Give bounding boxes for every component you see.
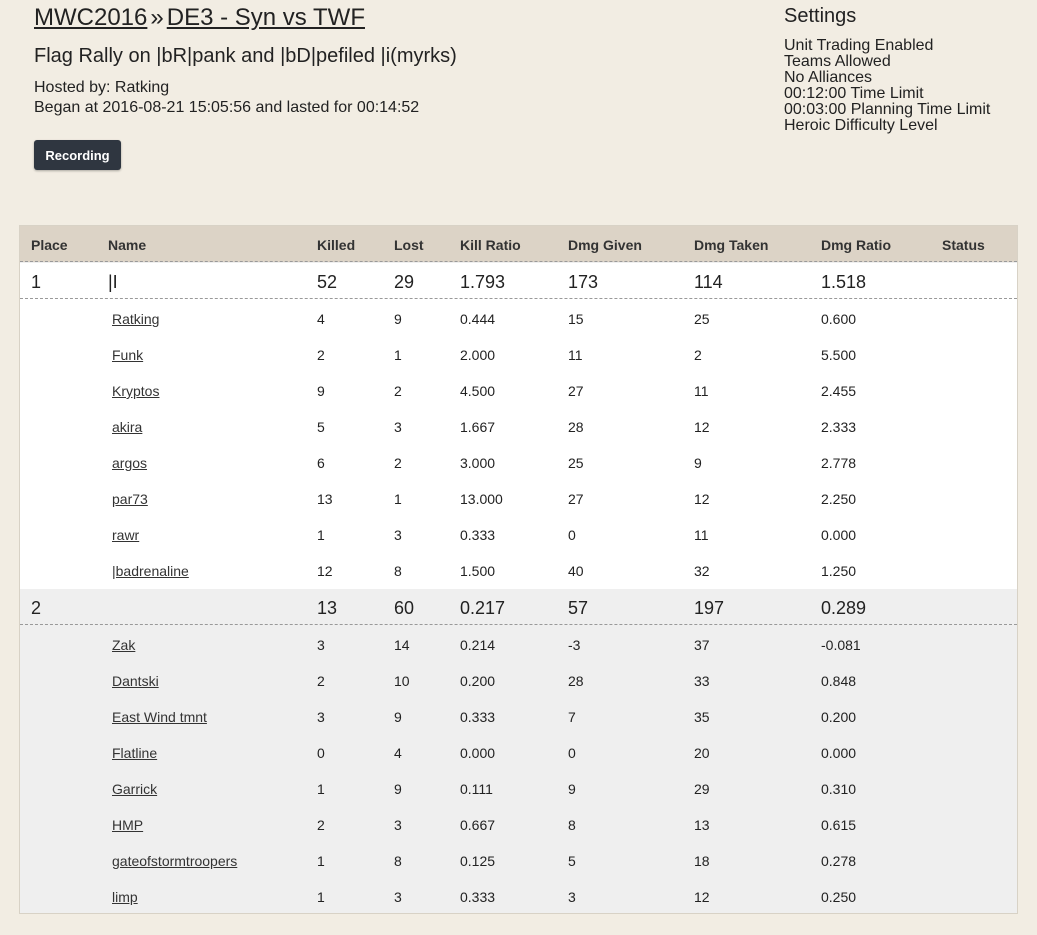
player-killed: 0 <box>317 745 325 761</box>
player-kill-ratio: 0.333 <box>460 889 496 905</box>
player-killed: 1 <box>317 527 325 543</box>
team-dmg-given: 57 <box>568 598 589 618</box>
team-name: |I <box>108 272 118 292</box>
header-killed[interactable]: Killed <box>317 237 356 253</box>
breadcrumb-link-match[interactable]: DE3 - Syn vs TWF <box>166 4 365 31</box>
team-row <box>20 263 1017 299</box>
breadcrumb-separator: » <box>150 4 164 31</box>
player-lost: 3 <box>394 889 402 905</box>
team-dmg-given: 173 <box>568 272 599 292</box>
player-row <box>20 878 1017 914</box>
player-kill-ratio: 2.000 <box>460 347 496 363</box>
table-header <box>20 226 1017 262</box>
player-dmg-taken: 11 <box>694 383 709 399</box>
player-name-link[interactable]: |badrenaline <box>112 563 189 579</box>
player-name-link[interactable]: Funk <box>112 347 144 363</box>
player-killed: 1 <box>317 781 325 797</box>
player-kill-ratio: 0.333 <box>460 709 496 725</box>
player-lost: 8 <box>394 563 402 579</box>
player-dmg-given: -3 <box>568 637 581 653</box>
player-killed: 1 <box>317 889 325 905</box>
player-name-link[interactable]: HMP <box>112 817 144 833</box>
player-dmg-taken: 35 <box>694 709 710 725</box>
header-lost[interactable]: Lost <box>394 237 424 253</box>
player-lost: 9 <box>394 781 402 797</box>
player-row <box>20 734 1017 770</box>
player-lost: 9 <box>394 709 402 725</box>
player-dmg-taken: 12 <box>694 419 710 435</box>
breadcrumb-link-event[interactable]: MWC2016 <box>34 4 148 31</box>
team-block <box>20 589 1017 913</box>
player-lost: 1 <box>394 347 402 363</box>
player-kill-ratio: 13.000 <box>460 491 503 507</box>
player-killed: 9 <box>317 383 325 399</box>
player-dmg-taken: 33 <box>694 673 710 689</box>
player-dmg-ratio: -0.081 <box>821 637 861 653</box>
player-kill-ratio: 0.111 <box>460 781 493 797</box>
player-killed: 2 <box>317 347 325 363</box>
header-status[interactable]: Status <box>942 237 985 253</box>
team-lost: 60 <box>394 598 415 618</box>
player-row <box>20 552 1017 588</box>
player-row <box>20 480 1017 516</box>
header-dmg-ratio[interactable]: Dmg Ratio <box>821 237 891 253</box>
player-kill-ratio: 0.333 <box>460 527 496 543</box>
player-lost: 4 <box>394 745 402 761</box>
player-dmg-ratio: 0.000 <box>821 745 857 761</box>
player-kill-ratio: 0.125 <box>460 853 496 869</box>
player-row <box>20 300 1017 336</box>
player-kill-ratio: 0.200 <box>460 673 496 689</box>
game-time-info: Began at 2016-08-21 15:05:56 and lasted for 00:14:52 <box>34 99 420 116</box>
player-dmg-given: 8 <box>568 817 576 833</box>
team-dmg-taken: 114 <box>694 272 723 292</box>
player-dmg-ratio: 2.778 <box>821 455 857 471</box>
setting-item: 00:12:00 Time Limit <box>784 85 924 102</box>
player-row <box>20 662 1017 698</box>
player-lost: 9 <box>394 311 402 327</box>
player-dmg-given: 27 <box>568 383 584 399</box>
player-dmg-taken: 13 <box>694 817 710 833</box>
player-kill-ratio: 1.667 <box>460 419 496 435</box>
player-name-link[interactable]: Ratking <box>112 311 160 327</box>
player-name-link[interactable]: East Wind tmnt <box>112 709 207 725</box>
player-row <box>20 372 1017 408</box>
player-killed: 3 <box>317 709 325 725</box>
player-lost: 8 <box>394 853 402 869</box>
header-dmg-given[interactable]: Dmg Given <box>568 237 642 253</box>
player-kill-ratio: 0.214 <box>460 637 496 653</box>
player-dmg-ratio: 2.455 <box>821 383 857 399</box>
player-killed: 13 <box>317 491 333 507</box>
player-row <box>20 516 1017 552</box>
player-dmg-given: 40 <box>568 563 584 579</box>
player-dmg-given: 7 <box>568 709 576 725</box>
player-dmg-taken: 11 <box>694 527 709 543</box>
player-dmg-given: 3 <box>568 889 576 905</box>
player-dmg-ratio: 0.000 <box>821 527 857 543</box>
player-kill-ratio: 3.000 <box>460 455 496 471</box>
player-name-link[interactable]: argos <box>112 455 148 471</box>
player-dmg-ratio: 1.250 <box>821 563 857 579</box>
player-dmg-given: 27 <box>568 491 584 507</box>
player-row <box>20 698 1017 734</box>
player-dmg-ratio: 0.250 <box>821 889 857 905</box>
player-dmg-ratio: 0.200 <box>821 709 857 725</box>
team-kill-ratio: 1.793 <box>460 272 506 292</box>
player-dmg-given: 0 <box>568 745 576 761</box>
player-lost: 14 <box>394 637 410 653</box>
player-dmg-taken: 18 <box>694 853 710 869</box>
player-dmg-taken: 12 <box>694 889 710 905</box>
player-dmg-taken: 29 <box>694 781 710 797</box>
player-dmg-ratio: 0.615 <box>821 817 857 833</box>
player-lost: 1 <box>394 491 402 507</box>
player-row <box>20 806 1017 842</box>
player-dmg-ratio: 2.333 <box>821 419 857 435</box>
player-dmg-given: 9 <box>568 781 576 797</box>
breadcrumb <box>34 4 365 32</box>
player-lost: 2 <box>394 383 402 399</box>
player-killed: 1 <box>317 853 325 869</box>
player-dmg-ratio: 2.250 <box>821 491 857 507</box>
player-lost: 2 <box>394 455 402 471</box>
player-dmg-taken: 9 <box>694 455 702 471</box>
settings-panel <box>784 5 990 134</box>
team-killed: 52 <box>317 272 338 292</box>
settings-title: Settings <box>784 5 857 27</box>
player-name-link[interactable]: limp <box>112 889 138 905</box>
header-place[interactable]: Place <box>31 237 68 253</box>
player-name-link[interactable]: Kryptos <box>112 383 160 399</box>
player-dmg-taken: 12 <box>694 491 710 507</box>
player-name-link[interactable]: Garrick <box>112 781 158 797</box>
player-name-link[interactable]: rawr <box>112 527 140 543</box>
player-killed: 4 <box>317 311 325 327</box>
team-place: 2 <box>31 598 42 618</box>
player-killed: 6 <box>317 455 325 471</box>
team-place: 1 <box>31 272 42 292</box>
player-row <box>20 336 1017 372</box>
player-killed: 2 <box>317 817 325 833</box>
player-name-link[interactable]: Zak <box>112 637 136 653</box>
hosted-by: Hosted by: Ratking <box>34 79 170 96</box>
player-dmg-taken: 2 <box>694 347 702 363</box>
player-dmg-given: 28 <box>568 673 584 689</box>
player-lost: 3 <box>394 527 402 543</box>
team-dmg-ratio: 1.518 <box>821 272 867 292</box>
player-dmg-ratio: 0.310 <box>821 781 857 797</box>
player-kill-ratio: 4.500 <box>460 383 496 399</box>
player-dmg-taken: 32 <box>694 563 710 579</box>
player-dmg-ratio: 5.500 <box>821 347 857 363</box>
player-row <box>20 408 1017 444</box>
header-dmg-taken[interactable]: Dmg Taken <box>694 237 769 253</box>
player-name-link[interactable]: par73 <box>112 491 148 507</box>
team-dmg-taken: 197 <box>694 598 725 618</box>
player-row <box>20 444 1017 480</box>
header-name[interactable]: Name <box>108 237 147 253</box>
setting-item: 00:03:00 Planning Time Limit <box>784 101 991 118</box>
player-dmg-given: 5 <box>568 853 576 869</box>
player-dmg-ratio: 0.278 <box>821 853 857 869</box>
player-row <box>20 770 1017 806</box>
setting-item: Unit Trading Enabled <box>784 37 934 54</box>
player-killed: 5 <box>317 419 325 435</box>
team-block <box>20 263 1017 589</box>
setting-item: Teams Allowed <box>784 53 891 70</box>
player-dmg-given: 25 <box>568 455 584 471</box>
player-kill-ratio: 0.667 <box>460 817 496 833</box>
player-killed: 3 <box>317 637 325 653</box>
header-kill-ratio[interactable]: Kill Ratio <box>460 237 521 253</box>
player-name-link[interactable]: Flatline <box>112 745 158 761</box>
team-kill-ratio: 0.217 <box>460 598 506 618</box>
setting-item: No Alliances <box>784 69 873 86</box>
player-lost: 3 <box>394 419 402 435</box>
player-kill-ratio: 1.500 <box>460 563 496 579</box>
player-killed: 12 <box>317 563 333 579</box>
player-dmg-taken: 20 <box>694 745 710 761</box>
player-dmg-ratio: 0.848 <box>821 673 857 689</box>
player-dmg-given: 0 <box>568 527 576 543</box>
player-dmg-given: 15 <box>568 311 584 327</box>
player-dmg-taken: 37 <box>694 637 710 653</box>
player-lost: 10 <box>394 673 410 689</box>
player-row <box>20 626 1017 662</box>
setting-item: Heroic Difficulty Level <box>784 117 938 134</box>
player-name-link[interactable]: Dantski <box>112 673 159 689</box>
player-killed: 2 <box>317 673 325 689</box>
results-table <box>19 225 1018 914</box>
team-killed: 13 <box>317 598 338 618</box>
player-dmg-taken: 25 <box>694 311 710 327</box>
player-lost: 3 <box>394 817 402 833</box>
team-dmg-ratio: 0.289 <box>821 598 867 618</box>
team-row <box>20 589 1017 625</box>
player-kill-ratio: 0.000 <box>460 745 496 761</box>
player-name-link[interactable]: akira <box>112 419 143 435</box>
recording-button[interactable]: Recording <box>34 140 121 170</box>
player-kill-ratio: 0.444 <box>460 311 496 327</box>
player-name-link[interactable]: gateofstormtroopers <box>112 853 238 869</box>
player-dmg-given: 28 <box>568 419 584 435</box>
player-row <box>20 842 1017 878</box>
team-lost: 29 <box>394 272 415 292</box>
player-dmg-given: 11 <box>568 347 583 363</box>
player-dmg-ratio: 0.600 <box>821 311 857 327</box>
game-title: Flag Rally on |bR|pank and |bD|pefiled |i(myrks) <box>34 45 457 67</box>
